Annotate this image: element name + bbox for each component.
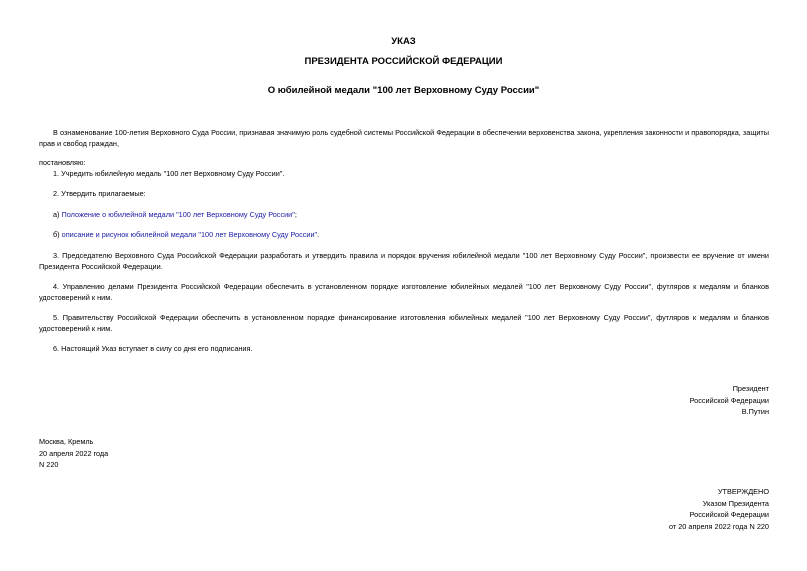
place: Москва, Кремль bbox=[39, 437, 94, 446]
item-2b-prefix: б) bbox=[53, 230, 62, 239]
decree-title: УКАЗ bbox=[391, 36, 416, 47]
item-5: 5. Правительству Российской Федерации обеспечить в установленном порядке финансирование изготовления юбилейных медалей "100 лет Верховному Суду России", футляров к медалям и бланков удостоверений к ним. bbox=[39, 313, 769, 333]
approval-line-1: УТВЕРЖДЕНО bbox=[717, 487, 769, 496]
decree-heading: О юбилейной медали "100 лет Верховному Суду России" bbox=[267, 85, 540, 96]
item-2a-prefix: а) bbox=[53, 210, 62, 219]
decree-issuer: ПРЕЗИДЕНТА РОССИЙСКОЙ ФЕДЕРАЦИИ bbox=[304, 56, 503, 67]
signature-country: Российской Федерации bbox=[689, 395, 769, 405]
signature-title: Президент bbox=[732, 384, 769, 393]
item-2a-suffix: ; bbox=[294, 210, 297, 219]
item-1: 1. Учредить юбилейную медаль "100 лет Верховному Суду России". bbox=[53, 169, 285, 178]
item-4: 4. Управлению делами Президента Российской Федерации обеспечить в установленном порядке изготовление юбилейных медалей "100 лет Верховному Суду России", футляров к медалям и бланков удостоверений к ним. bbox=[39, 282, 769, 302]
item-6: 6. Настоящий Указ вступает в силу со дня его подписания. bbox=[53, 344, 253, 353]
item-2a bbox=[39, 209, 769, 220]
signature-block bbox=[690, 383, 769, 418]
item-2a-link[interactable]: Положение о юбилейной медали "100 лет Верховному Суду России" bbox=[61, 210, 295, 219]
item-2: 2. Утвердить прилагаемые: bbox=[53, 189, 146, 198]
place-date-block bbox=[39, 436, 108, 471]
decree-word: постановляю: bbox=[39, 158, 86, 167]
approval-line-3: Российской Федерации bbox=[689, 510, 769, 519]
approval-block bbox=[669, 486, 769, 532]
signature-name: В.Путин bbox=[741, 407, 769, 416]
date: 20 апреля 2022 года bbox=[39, 448, 109, 458]
item-2b-suffix: . bbox=[317, 230, 320, 239]
preamble-paragraph: В ознаменование 100-летия Верховного Суда России, признавая значимую роль судебной системы Российской Федерации в обеспечении верховенства закона, укрепления законности и правопорядка, защиты прав и свобод граждан, bbox=[39, 128, 769, 148]
decree-number: N 220 bbox=[39, 460, 59, 469]
item-2b-link[interactable]: описание и рисунок юбилейной медали "100 лет Верховному Суду России" bbox=[61, 230, 318, 239]
item-2b bbox=[39, 229, 769, 240]
approval-line-4: от 20 апреля 2022 года N 220 bbox=[668, 521, 769, 531]
approval-line-2: Указом Президента bbox=[702, 498, 769, 508]
item-3: 3. Председателю Верховного Суда Российской Федерации разработать и утвердить правила и порядок вручения юбилейной медали "100 лет Верховному Суду России", произвести ее вручение от имени Президента Российской Федерации. bbox=[39, 251, 769, 271]
